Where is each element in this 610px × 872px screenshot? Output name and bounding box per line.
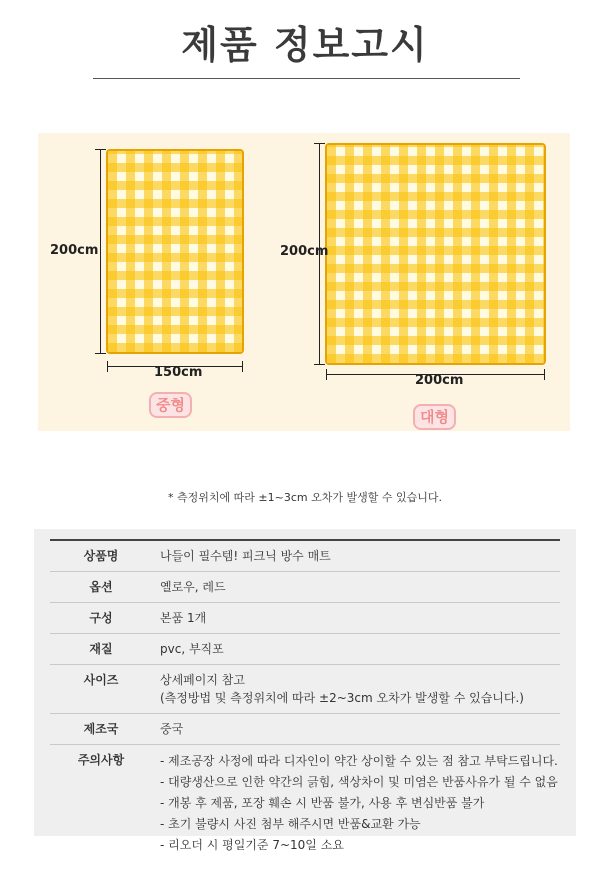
info-value — [152, 603, 560, 633]
info-value-line: (측정방법 및 측정위치에 따라 ±2~3cm 오차가 발생할 수 있습니다.) — [160, 691, 524, 705]
large-size-badge: 대형 — [413, 404, 456, 430]
info-value-line: 본품 1개 — [160, 611, 207, 625]
product-info-box — [34, 529, 576, 852]
info-value-line: 옐로우, 레드 — [160, 580, 226, 594]
info-key: 주의사항 — [77, 753, 125, 767]
info-row-composition — [50, 603, 560, 634]
info-row-name — [50, 541, 560, 572]
info-row-material — [50, 634, 560, 665]
info-value — [152, 714, 560, 744]
info-key: 제조국 — [83, 722, 119, 736]
large-width-label: 200cm — [415, 373, 464, 388]
title-divider — [93, 78, 520, 79]
info-key: 사이즈 — [83, 673, 119, 687]
large-height-label: 200cm — [280, 244, 329, 259]
info-key: 옵션 — [89, 580, 113, 594]
info-value-line: - 개봉 후 제품, 포장 훼손 시 반품 불가, 사용 후 변심반품 불가 — [160, 796, 485, 810]
medium-mat-image — [106, 149, 244, 354]
large-mat-image — [325, 143, 546, 365]
size-diagram-panel — [38, 133, 570, 431]
medium-height-dimension — [100, 149, 101, 354]
info-value-line: - 초기 불량시 사진 첨부 해주시면 반품&교환 가능 — [160, 817, 421, 831]
medium-width-label: 150cm — [154, 365, 203, 380]
info-value — [152, 541, 560, 571]
info-value — [152, 572, 560, 602]
info-row-origin — [50, 714, 560, 745]
info-value-line: - 제조공장 사정에 따라 디자인이 약간 상이할 수 있는 점 참고 부탁드립니다. — [160, 754, 558, 768]
measurement-note: * 측정위치에 따라 ±1~3cm 오차가 발생할 수 있습니다. — [168, 491, 442, 504]
info-row-size — [50, 665, 560, 714]
info-value — [152, 745, 560, 862]
product-info-table — [50, 539, 560, 862]
info-key: 상품명 — [83, 549, 119, 563]
info-key: 재질 — [89, 642, 113, 656]
info-value-line: pvc, 부직포 — [160, 642, 224, 656]
info-key: 구성 — [89, 611, 113, 625]
info-value-line: - 리오더 시 평일기준 7~10일 소요 — [160, 838, 344, 852]
info-value-line: 나들이 필수템! 피크닉 방수 매트 — [160, 549, 331, 563]
page-title: 제품 정보고시 — [181, 23, 429, 67]
medium-height-label: 200cm — [50, 243, 99, 258]
info-value — [152, 634, 560, 664]
info-row-option — [50, 572, 560, 603]
info-row-caution — [50, 745, 560, 862]
medium-size-badge: 중형 — [149, 392, 192, 418]
info-value — [152, 665, 560, 713]
info-value-line: 상세페이지 참고 — [160, 673, 245, 687]
info-value-line: 중국 — [160, 722, 184, 736]
info-value-line: - 대량생산으로 인한 약간의 긁힘, 색상차이 및 미염은 반품사유가 될 수 없음 — [160, 775, 558, 789]
